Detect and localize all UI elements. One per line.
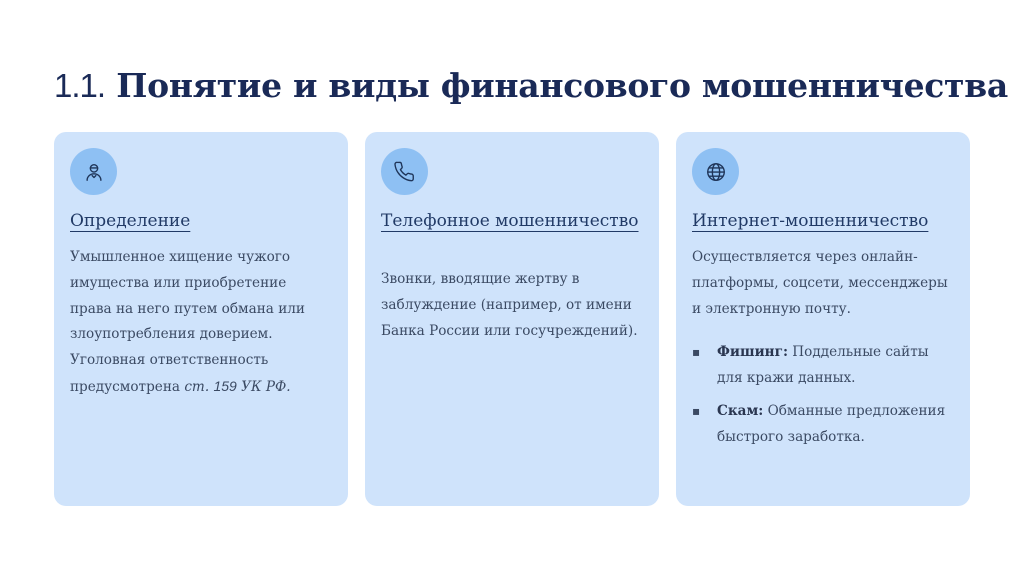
title-number: 1.1. [54,67,106,104]
bullet-marker: ▪ [692,403,701,418]
globe-icon [692,148,739,195]
card-text: Звонки, вводящие жертву в заблуждение (например, от имени Банка России или госучреждений). [381,271,638,339]
law-ref-suffix: УК РФ. [236,378,291,395]
card-definition [54,132,348,506]
card-title: Телефонное мошенничество [381,211,639,231]
person-icon [70,148,117,195]
bullet-desc: Обманные предложения быстрого заработка. [717,402,946,445]
bullet-marker: ▪ [692,345,701,360]
law-reference [184,379,290,395]
card-title: Интернет-мошенничество [692,211,929,231]
bullet-desc: Поддельные сайты для кражи данных. [717,344,929,387]
law-ref-number: 159 [213,377,237,394]
cards-row [54,132,970,506]
title-text: Понятие и виды финансового мошенничества [116,66,1008,105]
bullet-term: Фишинг: [717,344,788,361]
bullet-list [692,340,954,450]
list-item [692,340,954,392]
card-internet-fraud [676,132,970,506]
card-title: Определение [70,211,191,231]
card-text: Осуществляется через онлайн-платформы, соцсети, мессенджеры и электронную почту. [692,249,948,317]
list-item [692,399,954,451]
page-title [54,66,1008,105]
card-phone-fraud [365,132,659,506]
card-text [70,245,332,401]
definition-text: Умышленное хищение чужого имущества или приобретение права на него путем обмана или злоупотребления доверием. Уголовная ответственность предусмотрена [70,249,305,395]
bullet-term: Скам: [717,402,764,419]
phone-icon [381,148,428,195]
law-ref-prefix: ст. [184,378,214,395]
